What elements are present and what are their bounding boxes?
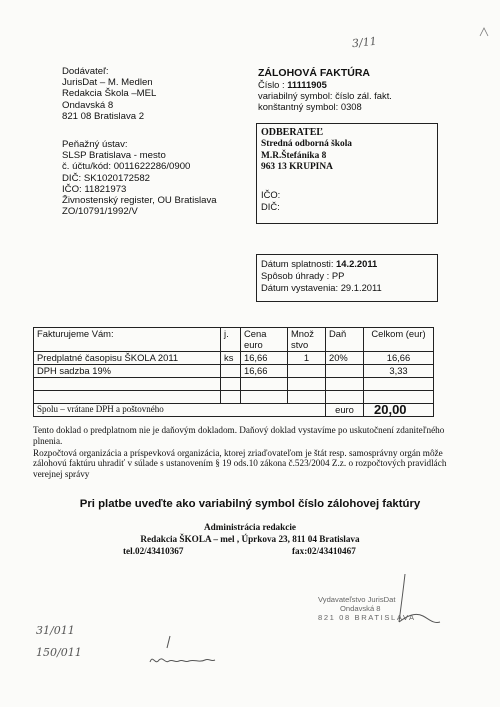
bank-line: ZO/10791/1992/V bbox=[62, 206, 138, 218]
issue-date: Dátum vystavenia: 29.1.2011 bbox=[261, 282, 382, 293]
payment-method: Spôsob úhrady : PP bbox=[261, 270, 345, 281]
stamp-line: Vydavateľstvo JurisDat bbox=[318, 595, 396, 604]
due-date: 14.2.2011 bbox=[336, 258, 378, 269]
supplier-label: Dodávateľ: bbox=[62, 66, 109, 77]
admin-fax: fax:02/43410467 bbox=[292, 545, 356, 556]
constant-symbol-line: konštantný symbol: 0308 bbox=[258, 101, 362, 112]
handwritten-note: 150/011 bbox=[36, 646, 82, 659]
table-cell: Predplatné časopisu ŠKOLA 2011 bbox=[34, 352, 221, 365]
invoice-number: 11111905 bbox=[287, 79, 327, 90]
admin-title: Administrácia redakcie bbox=[204, 522, 296, 532]
table-cell: ks bbox=[221, 352, 241, 365]
due-date-line bbox=[261, 258, 382, 270]
variable-symbol-line: variabilný symbol: číslo zál. fakt. bbox=[258, 90, 392, 101]
customer-street: M.R.Štefánika 8 bbox=[261, 150, 327, 161]
corner-mark bbox=[478, 26, 490, 38]
bank-line: Peňažný ústav: bbox=[62, 139, 128, 150]
table-cell bbox=[326, 365, 364, 378]
table-header-cell: Množ stvo bbox=[288, 328, 326, 352]
handwritten-note: 3/11 bbox=[351, 34, 378, 51]
customer-city: 963 13 KRUPINA bbox=[261, 162, 333, 173]
table-header-cell: Daň bbox=[326, 328, 364, 352]
table-header-cell: Fakturujeme Vám: bbox=[34, 328, 221, 352]
customer-ico: IČO: bbox=[261, 189, 281, 201]
note-paragraph: Rozpočtová organizácia a príspevková organizácia, ktorej zriaďovateľom je štát resp. samosprávny orgán môže zálohovú faktúru uhradiť v súlade s ustanovením § 19 ods.10 zákona č.523/2004 Z.z. o rozpočtových pravidlách verejnej správy bbox=[33, 447, 447, 480]
dates-box bbox=[256, 254, 438, 302]
handwritten-note: 31/011 bbox=[36, 624, 75, 637]
supplier-block bbox=[62, 66, 242, 122]
total-currency: euro bbox=[326, 404, 364, 417]
table-empty-row bbox=[34, 378, 434, 391]
customer-dic: DIČ: bbox=[261, 200, 280, 212]
stamp-line: 821 08 BRATISLAVA bbox=[318, 613, 416, 622]
supplier-line: 821 08 Bratislava 2 bbox=[62, 110, 145, 122]
supplier-line: JurisDat – M. Medlen bbox=[62, 77, 153, 89]
bank-line: IČO: 11821973 bbox=[62, 183, 127, 195]
table-cell: 20% bbox=[326, 352, 364, 365]
table-cell: 16,66 bbox=[241, 365, 288, 378]
handwritten-signature bbox=[145, 632, 225, 672]
bank-line: DIČ: SK1020172582 bbox=[62, 172, 151, 184]
invoice-number-line bbox=[258, 79, 438, 90]
notes-block bbox=[33, 425, 453, 481]
invoice-header bbox=[258, 68, 438, 112]
signature-mark bbox=[385, 572, 445, 632]
bank-line: č. účtu/kód: 0011622286/0900 bbox=[62, 161, 191, 173]
table-row bbox=[34, 352, 434, 365]
due-date-label: Dátum splatnosti: bbox=[261, 258, 337, 269]
table-cell bbox=[221, 365, 241, 378]
table-cell: 16,66 bbox=[241, 352, 288, 365]
invoice-title: ZÁLOHOVÁ FAKTÚRA bbox=[258, 67, 370, 79]
total-value: 20,00 bbox=[364, 404, 434, 417]
table-cell: 16,66 bbox=[364, 352, 434, 365]
admin-address: Redakcia ŠKOLA – mel , Úprkova 23, 811 04 Bratislava bbox=[140, 533, 360, 544]
customer-name: Stredná odborná škola bbox=[261, 138, 352, 149]
customer-label: ODBERATEĽ bbox=[261, 127, 324, 138]
table-cell bbox=[288, 365, 326, 378]
stamp-line: Ondavská 8 bbox=[340, 604, 381, 613]
table-header-row bbox=[34, 328, 434, 352]
variable-symbol-instruction: Pri platbe uveďte ako variabilný symbol číslo zálohovej faktúry bbox=[79, 498, 421, 510]
table-total-row bbox=[34, 404, 434, 417]
table-cell: DPH sadzba 19% bbox=[34, 365, 221, 378]
total-label: Spolu – vrátane DPH a poštovného bbox=[34, 404, 326, 417]
supplier-line: Ondavská 8 bbox=[62, 99, 114, 111]
customer-box bbox=[256, 123, 438, 224]
table-cell: 3,33 bbox=[364, 365, 434, 378]
table-row bbox=[34, 365, 434, 378]
bank-block bbox=[62, 139, 247, 217]
administration-block bbox=[0, 522, 500, 558]
note-paragraph: Tento doklad o predplatnom nie je daňovým dokladom. Daňový doklad vystavíme po uskutočnení zdaniteľného plnenia. bbox=[33, 425, 445, 446]
bank-line: Živnostenský register, OU Bratislava bbox=[62, 195, 217, 207]
bank-line: SLSP Bratislava - mesto bbox=[62, 150, 166, 162]
invoice-number-label: Číslo : bbox=[258, 79, 288, 90]
items-table bbox=[33, 327, 434, 417]
table-cell: 1 bbox=[288, 352, 326, 365]
admin-tel: tel.02/43410367 bbox=[123, 545, 184, 556]
supplier-line: Redakcia Škola –MEL bbox=[62, 88, 157, 100]
table-header-cell: Cena euro bbox=[241, 328, 288, 352]
table-header-cell: j. bbox=[221, 328, 241, 352]
table-header-cell: Celkom (eur) bbox=[364, 328, 434, 352]
